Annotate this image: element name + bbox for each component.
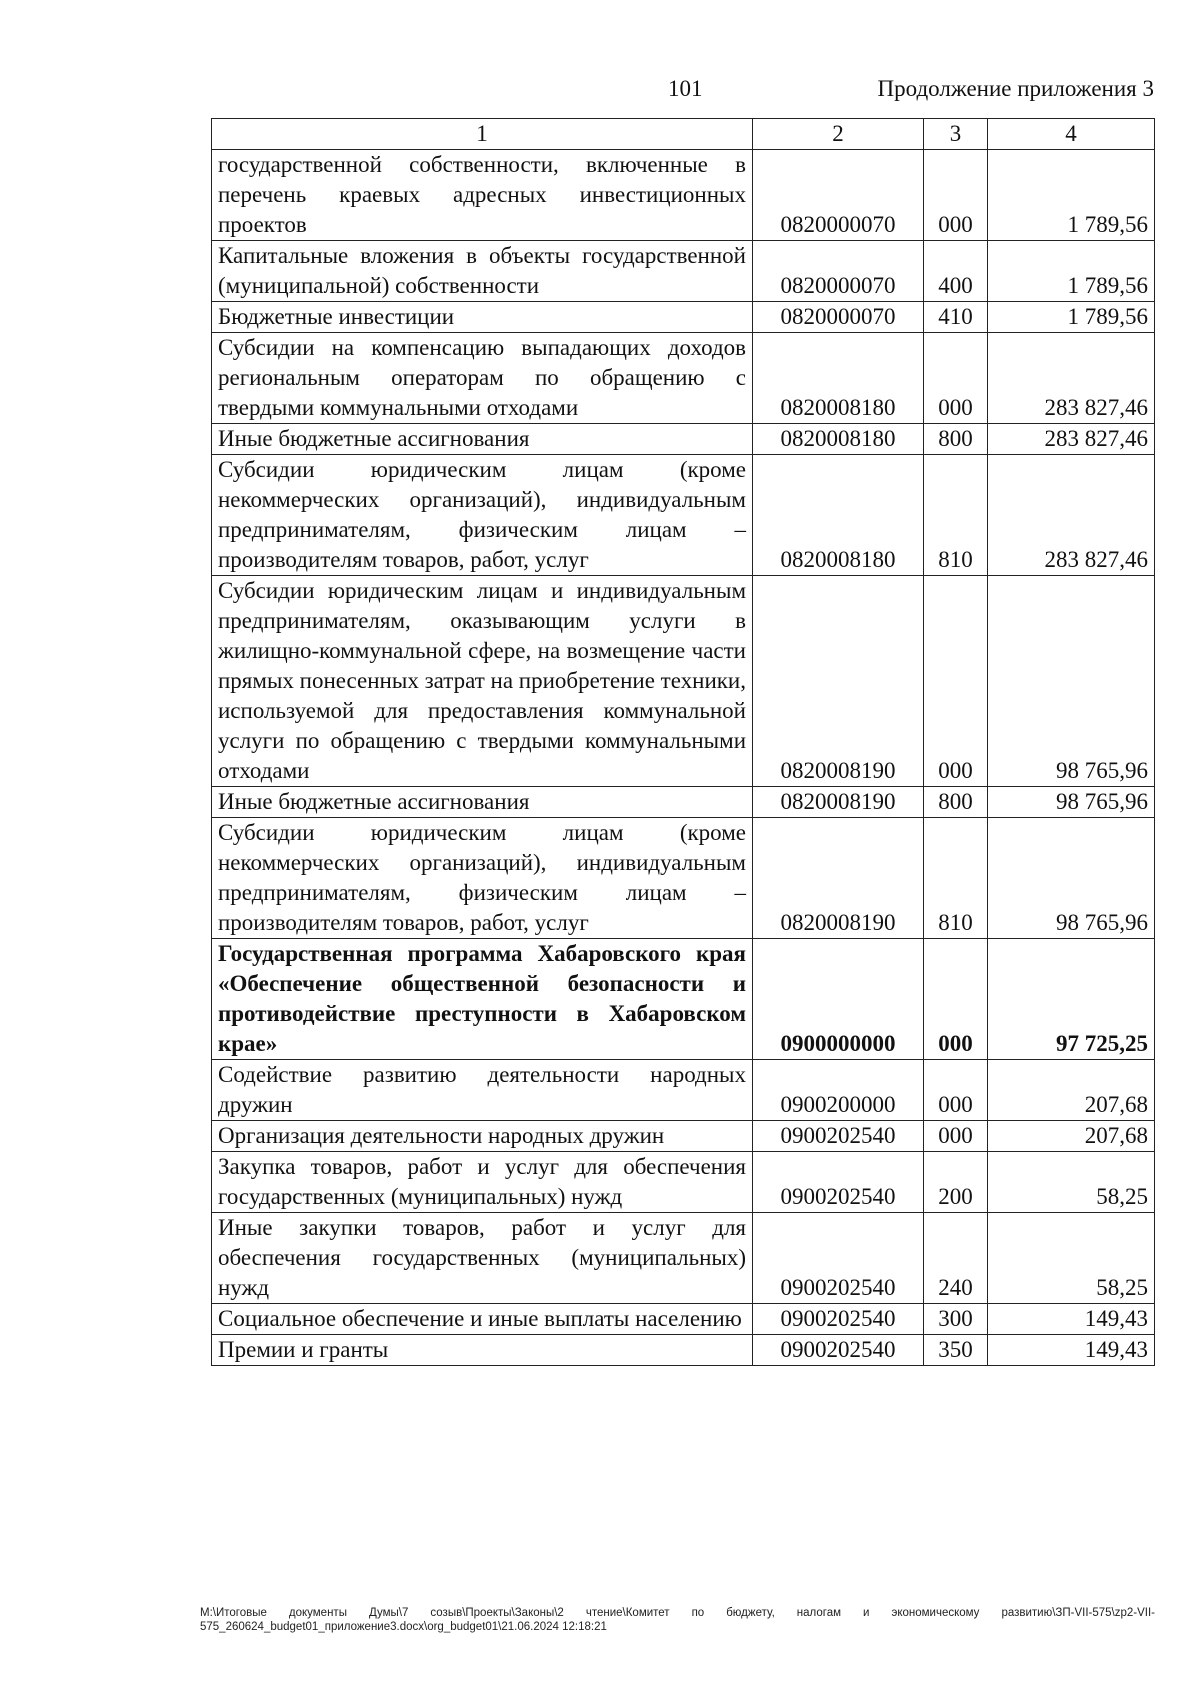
row-sum-cell: 98 765,96 bbox=[988, 576, 1155, 787]
row-sum-cell: 149,43 bbox=[988, 1335, 1155, 1366]
table-row bbox=[212, 1213, 1155, 1304]
row-name-cell: Премии и гранты bbox=[212, 1335, 753, 1366]
row-type-cell: 000 bbox=[924, 576, 988, 787]
table-row bbox=[212, 1304, 1155, 1335]
row-type-cell: 410 bbox=[924, 302, 988, 333]
table-row bbox=[212, 1152, 1155, 1213]
row-code-cell: 0900202540 bbox=[753, 1121, 924, 1152]
row-name-cell: Бюджетные инвестиции bbox=[212, 302, 753, 333]
row-code-cell: 0820008190 bbox=[753, 576, 924, 787]
row-sum-cell: 98 765,96 bbox=[988, 787, 1155, 818]
row-name-cell: Иные бюджетные ассигнования bbox=[212, 424, 753, 455]
continuation-title: Продолжение приложения 3 bbox=[877, 76, 1154, 101]
table-row bbox=[212, 333, 1155, 424]
row-code-cell: 0900000000 bbox=[753, 939, 924, 1060]
row-sum-cell: 207,68 bbox=[988, 1060, 1155, 1121]
row-sum-cell: 283 827,46 bbox=[988, 333, 1155, 424]
row-sum-cell: 98 765,96 bbox=[988, 818, 1155, 939]
row-name-cell: Содействие развитию деятельности народных дружин bbox=[212, 1060, 753, 1121]
column-number-4: 4 bbox=[988, 119, 1155, 150]
row-type-cell: 000 bbox=[924, 333, 988, 424]
row-sum-cell: 97 725,25 bbox=[988, 939, 1155, 1060]
table-body bbox=[212, 150, 1155, 1366]
row-sum-cell: 283 827,46 bbox=[988, 424, 1155, 455]
table-row bbox=[212, 787, 1155, 818]
row-type-cell: 300 bbox=[924, 1304, 988, 1335]
row-name-cell: Субсидии юридическим лицам (кроме некоммерческих организаций), индивидуальным предпринимателям, физическим лицам – производителям товаров, работ, услуг bbox=[212, 818, 753, 939]
table-row bbox=[212, 302, 1155, 333]
row-name-cell: Субсидии юридическим лицам (кроме некоммерческих организаций), индивидуальным предпринимателям, физическим лицам – производителям товаров, работ, услуг bbox=[212, 455, 753, 576]
document-path-footer: M:\Итоговые документы Думы\7 созыв\Проекты\Законы\2 чтение\Комитет по бюджету, налогам и экономическому развитию\ЗП-VII-575\zp2-VII-575_260624_budget01_приложение3.docx\org_budget01\21.06.2024 12:18:21 bbox=[200, 1607, 1155, 1633]
row-code-cell: 0820000070 bbox=[753, 241, 924, 302]
row-code-cell: 0820000070 bbox=[753, 150, 924, 241]
row-type-cell: 400 bbox=[924, 241, 988, 302]
row-sum-cell: 58,25 bbox=[988, 1213, 1155, 1304]
row-code-cell: 0820000070 bbox=[753, 302, 924, 333]
row-sum-cell: 1 789,56 bbox=[988, 302, 1155, 333]
row-name-cell: Закупка товаров, работ и услуг для обеспечения государственных (муниципальных) нужд bbox=[212, 1152, 753, 1213]
row-type-cell: 240 bbox=[924, 1213, 988, 1304]
column-number-2: 2 bbox=[753, 119, 924, 150]
row-code-cell: 0900200000 bbox=[753, 1060, 924, 1121]
budget-table bbox=[211, 118, 1155, 1366]
table-row bbox=[212, 939, 1155, 1060]
row-name-cell: Иные бюджетные ассигнования bbox=[212, 787, 753, 818]
table-row bbox=[212, 1121, 1155, 1152]
row-code-cell: 0820008180 bbox=[753, 333, 924, 424]
row-type-cell: 000 bbox=[924, 1060, 988, 1121]
column-number-row bbox=[212, 119, 1155, 150]
row-name-cell: Социальное обеспечение и иные выплаты населению bbox=[212, 1304, 753, 1335]
row-name-cell: государственной собственности, включенные в перечень краевых адресных инвестиционных проектов bbox=[212, 150, 753, 241]
row-name-cell: Субсидии на компенсацию выпадающих доходов региональным операторам по обращению с твердыми коммунальными отходами bbox=[212, 333, 753, 424]
row-code-cell: 0900202540 bbox=[753, 1335, 924, 1366]
row-code-cell: 0820008190 bbox=[753, 818, 924, 939]
row-code-cell: 0900202540 bbox=[753, 1152, 924, 1213]
row-sum-cell: 1 789,56 bbox=[988, 241, 1155, 302]
row-type-cell: 810 bbox=[924, 818, 988, 939]
row-code-cell: 0900202540 bbox=[753, 1213, 924, 1304]
row-type-cell: 810 bbox=[924, 455, 988, 576]
row-sum-cell: 207,68 bbox=[988, 1121, 1155, 1152]
table-row bbox=[212, 150, 1155, 241]
table-row bbox=[212, 576, 1155, 787]
row-type-cell: 800 bbox=[924, 424, 988, 455]
row-sum-cell: 58,25 bbox=[988, 1152, 1155, 1213]
column-number-1: 1 bbox=[212, 119, 753, 150]
row-name-cell: Субсидии юридическим лицам и индивидуальным предпринимателям, оказывающим услуги в жилищно-коммунальной сфере, на возмещение части прямых понесенных затрат на приобретение техники, используемой для предоставления коммунальной услуги по обращению с твердыми коммунальными отходами bbox=[212, 576, 753, 787]
table-row bbox=[212, 1060, 1155, 1121]
row-type-cell: 000 bbox=[924, 939, 988, 1060]
table-row bbox=[212, 818, 1155, 939]
row-type-cell: 800 bbox=[924, 787, 988, 818]
row-sum-cell: 1 789,56 bbox=[988, 150, 1155, 241]
table-row bbox=[212, 241, 1155, 302]
row-type-cell: 000 bbox=[924, 1121, 988, 1152]
column-number-3: 3 bbox=[924, 119, 988, 150]
row-code-cell: 0820008190 bbox=[753, 787, 924, 818]
row-name-cell: Иные закупки товаров, работ и услуг для обеспечения государственных (муниципальных) нужд bbox=[212, 1213, 753, 1304]
row-name-cell: Организация деятельности народных дружин bbox=[212, 1121, 753, 1152]
table-row bbox=[212, 424, 1155, 455]
row-code-cell: 0900202540 bbox=[753, 1304, 924, 1335]
row-sum-cell: 149,43 bbox=[988, 1304, 1155, 1335]
row-type-cell: 350 bbox=[924, 1335, 988, 1366]
table-row bbox=[212, 455, 1155, 576]
table-row bbox=[212, 1335, 1155, 1366]
row-type-cell: 200 bbox=[924, 1152, 988, 1213]
row-name-cell: Капитальные вложения в объекты государственной (муниципальной) собственности bbox=[212, 241, 753, 302]
row-code-cell: 0820008180 bbox=[753, 424, 924, 455]
row-code-cell: 0820008180 bbox=[753, 455, 924, 576]
row-name-cell: Государственная программа Хабаровского края «Обеспечение общественной безопасности и противодействие преступности в Хабаровском крае» bbox=[212, 939, 753, 1060]
row-sum-cell: 283 827,46 bbox=[988, 455, 1155, 576]
row-type-cell: 000 bbox=[924, 150, 988, 241]
page-number: 101 bbox=[668, 76, 703, 101]
